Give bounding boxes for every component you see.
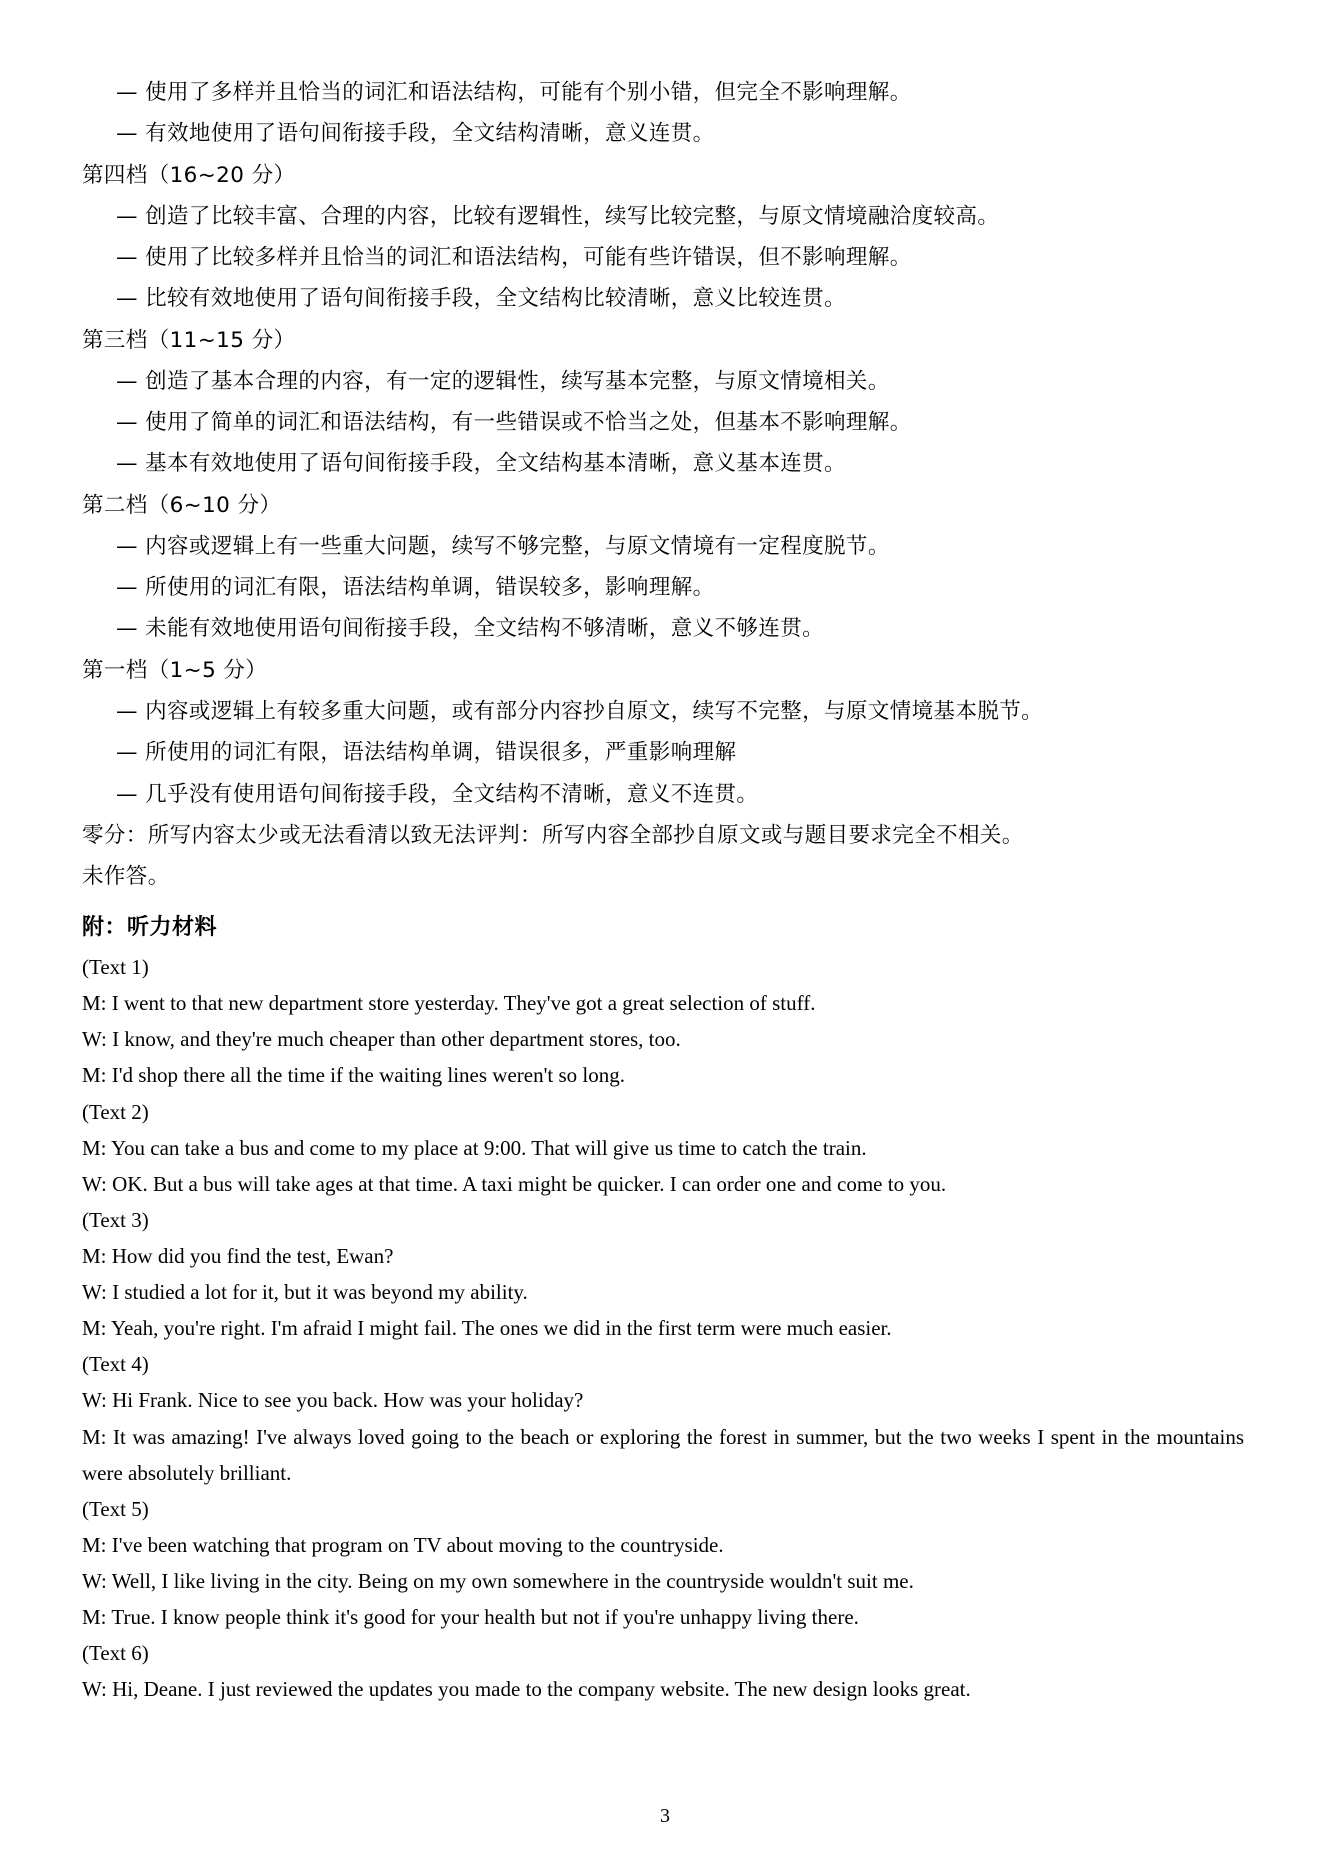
text-label: (Text 5): [82, 1496, 149, 1521]
band-heading: 第三档（11~15 分）: [82, 327, 296, 353]
band-line: — 内容或逻辑上有较多重大问题，或有部分内容抄自原文，续写不完整，与原文情境基本脱节。: [116, 698, 1044, 724]
band-heading: 第二档（6~10 分）: [82, 492, 282, 518]
listening-text-3: [82, 1202, 1244, 1346]
band-line: — 未能有效地使用语句间衔接手段，全文结构不够清晰，意义不够连贯。: [116, 616, 825, 642]
rubric-top-lines: [82, 72, 1244, 155]
dialogue-line: M: I went to that new department store yesterday. They've got a great selection of stuff.: [82, 991, 816, 1016]
page-number: 3: [660, 1805, 670, 1827]
zero-score-line: 零分：所写内容太少或无法看清以致无法评判：所写内容全部抄自原文或与题目要求完全不相关。: [82, 822, 1024, 848]
dialogue-line: M: I'd shop there all the time if the waiting lines weren't so long.: [82, 1063, 625, 1088]
dialogue-line: W: I studied a lot for it, but it was beyond my ability.: [82, 1280, 528, 1305]
band-line: — 基本有效地使用了语句间衔接手段，全文结构基本清晰，意义基本连贯。: [116, 451, 846, 477]
band-group-4: [82, 155, 1244, 320]
listening-text-5: [82, 1491, 1244, 1635]
band-line: — 使用了简单的词汇和语法结构，有一些错误或不恰当之处，但基本不影响理解。: [116, 410, 912, 436]
dialogue-line: W: Hi Frank. Nice to see you back. How was your holiday?: [82, 1388, 584, 1413]
text-label: (Text 2): [82, 1099, 149, 1124]
dialogue-line: W: Well, I like living in the city. Being on my own somewhere in the countryside wouldn't suit me.: [82, 1568, 914, 1593]
rubric-line: — 有效地使用了语句间衔接手段，全文结构清晰，意义连贯。: [116, 121, 715, 147]
band-line: — 所使用的词汇有限，语法结构单调，错误较多，影响理解。: [116, 575, 715, 601]
band-line: — 几乎没有使用语句间衔接手段，全文结构不清晰，意义不连贯。: [116, 781, 759, 807]
dialogue-line: M: You can take a bus and come to my place at 9:00. That will give us time to catch the train.: [82, 1135, 867, 1160]
band-heading: 第一档（1~5 分）: [82, 657, 268, 683]
band-group-3: [82, 320, 1244, 485]
listening-text-4: [82, 1346, 1244, 1490]
band-line: — 创造了比较丰富、合理的内容，比较有逻辑性，续写比较完整，与原文情境融洽度较高。: [116, 203, 1000, 229]
dialogue-line: M: It was amazing! I've always loved going to the beach or exploring the forest in summer, but the two weeks I spent in the mountains were absolutely brilliant.: [82, 1424, 1244, 1485]
appendix-title: 附：听力材料: [82, 915, 218, 941]
band-line: — 比较有效地使用了语句间衔接手段，全文结构比较清晰，意义比较连贯。: [116, 286, 846, 312]
listening-text-2: [82, 1094, 1244, 1202]
listening-text-6: [82, 1635, 1244, 1707]
rubric-line: — 使用了多样并且恰当的词汇和语法结构，可能有个别小错，但完全不影响理解。: [116, 80, 912, 105]
listening-text-1: [82, 949, 1244, 1093]
dialogue-line: W: Hi, Deane. I just reviewed the updates you made to the company website. The new design looks great.: [82, 1677, 971, 1702]
band-group-1: [82, 650, 1244, 815]
text-label: (Text 4): [82, 1352, 149, 1377]
dialogue-line: M: How did you find the test, Ewan?: [82, 1243, 394, 1268]
band-group-2: [82, 485, 1244, 650]
band-line: — 使用了比较多样并且恰当的词汇和语法结构，可能有些许错误，但不影响理解。: [116, 245, 912, 271]
band-line: — 内容或逻辑上有一些重大问题，续写不够完整，与原文情境有一定程度脱节。: [116, 533, 890, 559]
text-label: (Text 1): [82, 955, 149, 980]
dialogue-line: M: True. I know people think it's good for your health but not if you're unhappy living there.: [82, 1605, 859, 1630]
band-heading: 第四档（16~20 分）: [82, 162, 296, 188]
band-line: — 创造了基本合理的内容，有一定的逻辑性，续写基本完整，与原文情境相关。: [116, 368, 890, 394]
no-answer-line: 未作答。: [82, 864, 170, 890]
band-line: — 所使用的词汇有限，语法结构单调，错误很多，严重影响理解: [116, 740, 737, 766]
dialogue-line: M: Yeah, you're right. I'm afraid I might fail. The ones we did in the first term were much easier.: [82, 1316, 892, 1341]
text-label: (Text 6): [82, 1641, 149, 1666]
dialogue-line: W: I know, and they're much cheaper than other department stores, too.: [82, 1027, 681, 1052]
dialogue-line: W: OK. But a bus will take ages at that time. A taxi might be quicker. I can order one and come to you.: [82, 1171, 947, 1196]
dialogue-line: M: I've been watching that program on TV about moving to the countryside.: [82, 1532, 724, 1557]
text-label: (Text 3): [82, 1207, 149, 1232]
